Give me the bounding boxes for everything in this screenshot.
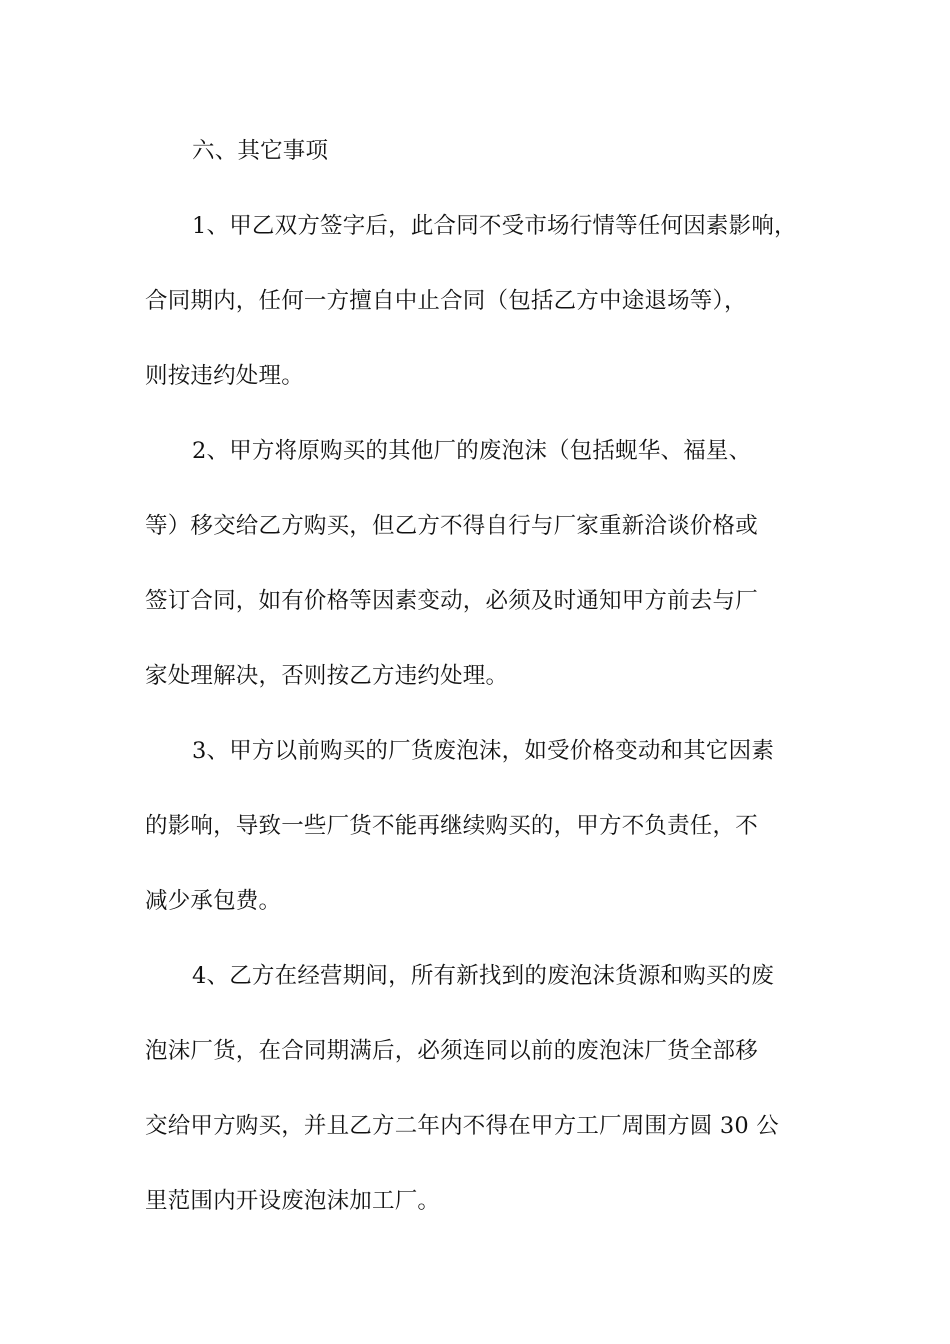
paragraph-line: 3、甲方以前购买的厂货废泡沫，如受价格变动和其它因素 (192, 738, 775, 764)
paragraph-line: 1、甲乙双方签字后，此合同不受市场行情等任何因素影响， (192, 213, 797, 239)
paragraph-line: 等）移交给乙方购买，但乙方不得自行与厂家重新洽谈价格或 (145, 513, 758, 539)
paragraph-line: 的影响，导致一些厂货不能再继续购买的，甲方不负责任，不 (145, 813, 758, 839)
paragraph-line: 减少承包费。 (145, 888, 282, 914)
section-heading: 六、其它事项 (192, 138, 329, 164)
paragraph-line: 泡沫厂货，在合同期满后，必须连同以前的废泡沫厂货全部移 (145, 1038, 758, 1064)
paragraph-line: 合同期内，任何一方擅自中止合同（包括乙方中途退场等）， (145, 288, 747, 314)
paragraph-line: 家处理解决，否则按乙方违约处理。 (145, 663, 509, 689)
paragraph-line: 2、甲方将原购买的其他厂的废泡沫（包括蚬华、福星、 (192, 438, 752, 464)
paragraph-line: 则按违约处理。 (145, 363, 304, 389)
paragraph-line: 签订合同，如有价格等因素变动，必须及时通知甲方前去与厂 (145, 588, 758, 614)
paragraph-line: 交给甲方购买，并且乙方二年内不得在甲方工厂周围方圆 30 公 (145, 1113, 779, 1139)
paragraph-line: 4、乙方在经营期间，所有新找到的废泡沫货源和购买的废 (192, 963, 775, 989)
paragraph-line: 里范围内开设废泡沫加工厂。 (145, 1188, 441, 1214)
